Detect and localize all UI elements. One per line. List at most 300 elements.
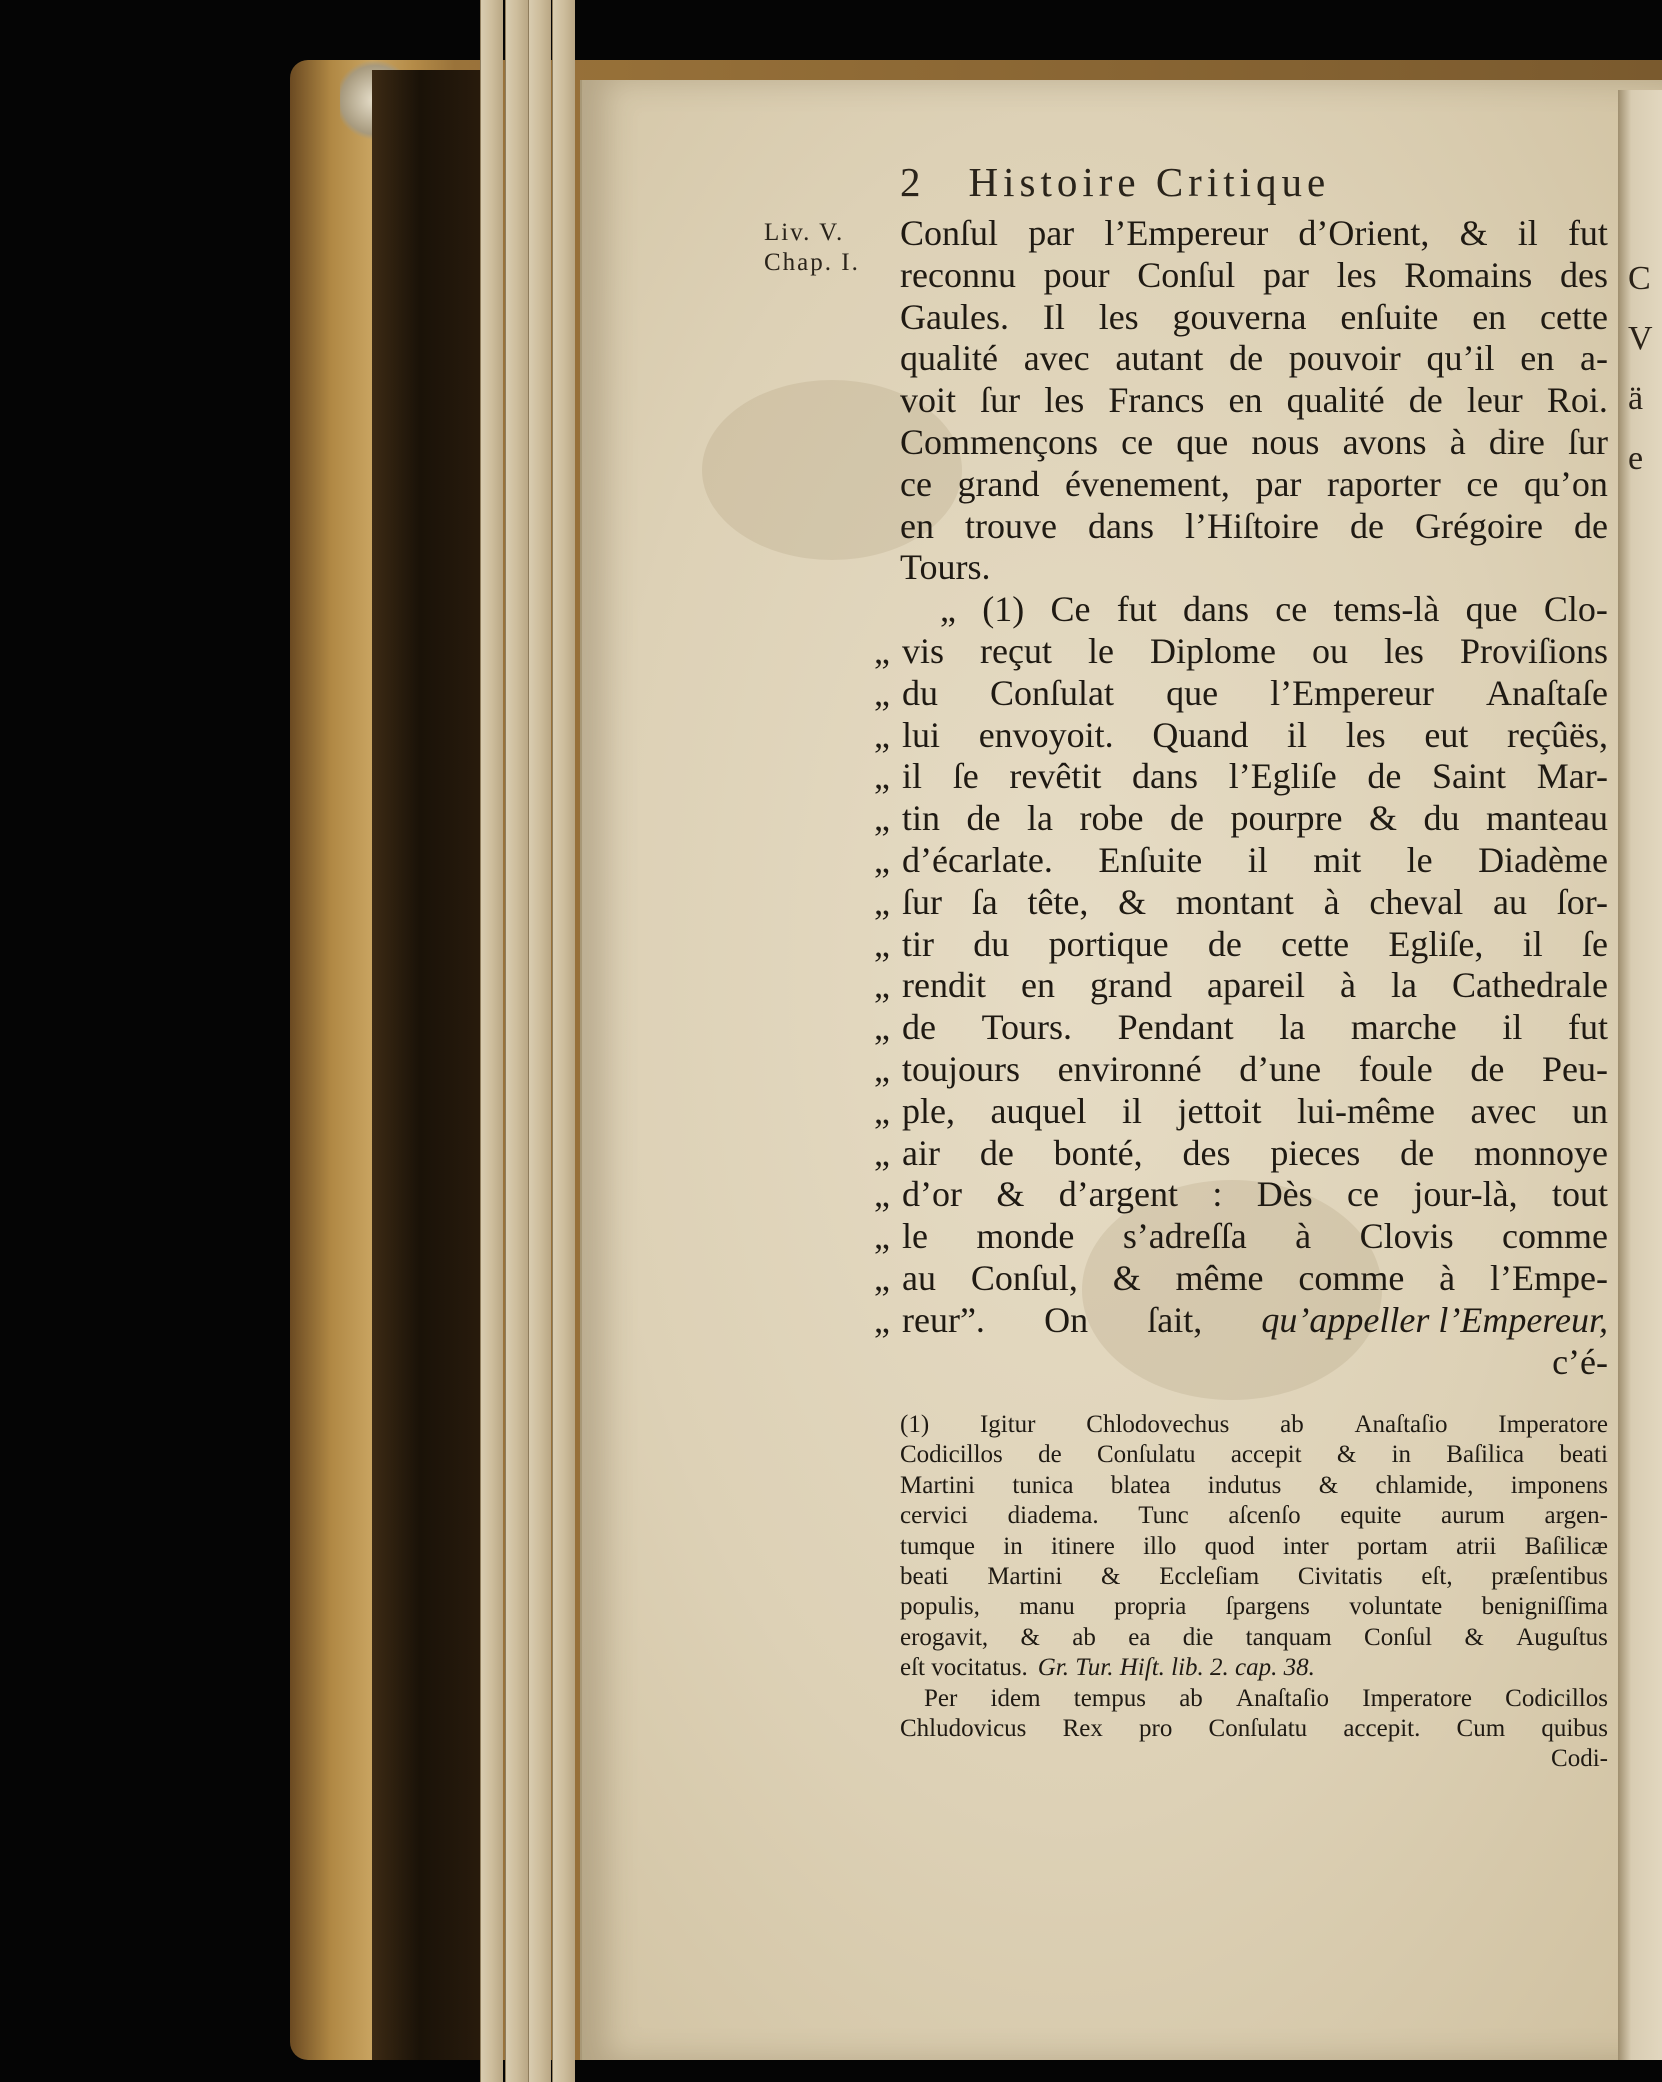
word: les <box>1044 380 1085 421</box>
italic-phrase: qu’appeller l’Empereur, <box>1261 1299 1608 1340</box>
word: benigniſſima <box>1481 1593 1608 1621</box>
word: par <box>1255 463 1302 504</box>
next-page-glyph: ä <box>1628 380 1644 417</box>
text-line <box>900 589 1608 631</box>
text-line <box>900 506 1608 548</box>
quote-mark: „ <box>874 1048 890 1089</box>
word: : <box>1212 1174 1223 1215</box>
word: Anaſtaſio <box>1354 1411 1448 1438</box>
word: pieces <box>1270 1132 1361 1173</box>
word: autant <box>1115 338 1204 379</box>
word: il <box>1517 213 1538 253</box>
word: accepit <box>1230 1441 1302 1469</box>
text-line: Tours. <box>900 547 991 588</box>
word: les <box>1383 630 1424 671</box>
word: Pendant <box>1117 1007 1234 1048</box>
word: ce <box>900 463 932 504</box>
word: accepit. <box>1343 1714 1421 1742</box>
word: d’écarlate. <box>902 839 1053 880</box>
word: comme <box>1298 1257 1405 1298</box>
word: les <box>1098 296 1139 337</box>
word: tempus <box>1073 1684 1146 1712</box>
word: de <box>1470 1048 1505 1089</box>
word: le <box>1087 630 1114 671</box>
word: Peu- <box>1541 1048 1608 1089</box>
word: les <box>1345 714 1386 755</box>
word: Clovis <box>1359 1216 1454 1257</box>
word: ce <box>1347 1174 1379 1215</box>
word: tin <box>902 798 941 839</box>
word: Diplome <box>1149 630 1276 671</box>
footnote-line <box>900 1592 1608 1622</box>
line-text <box>902 1133 1608 1175</box>
word: environné <box>1057 1048 1202 1089</box>
quote-mark: „ <box>874 714 890 755</box>
quote-mark: „ <box>874 1174 890 1215</box>
word: à <box>1340 965 1356 1006</box>
word: argen- <box>1544 1502 1608 1530</box>
word: monde <box>976 1216 1075 1257</box>
quoted-line <box>862 924 1608 966</box>
source-citation: Gr. Tur. Hiſt. lib. 2. cap. 38. <box>1037 1654 1315 1682</box>
word: d’or <box>902 1174 962 1215</box>
word: Codicillos <box>900 1441 1003 1469</box>
quote-mark: „ <box>874 1216 890 1257</box>
quoted-line <box>862 756 1608 798</box>
word: tête, <box>1027 881 1089 922</box>
running-title: Histoire Critique <box>968 159 1331 205</box>
word: en <box>1228 380 1263 421</box>
word: itinere <box>1050 1532 1115 1560</box>
word: portique <box>1048 923 1169 964</box>
word: Codicillos <box>1505 1684 1608 1712</box>
word: à <box>1323 881 1340 922</box>
word: au <box>1493 881 1527 922</box>
word: enſuite <box>1340 296 1439 337</box>
word: grand <box>957 463 1040 504</box>
word: de <box>1573 505 1608 546</box>
word: voit <box>900 380 957 421</box>
word: Chlodovechus <box>1086 1411 1230 1438</box>
quote-mark: „ <box>874 672 890 713</box>
word: ſe <box>952 756 979 797</box>
word: quod <box>1204 1532 1255 1560</box>
word: monnoye <box>1473 1132 1608 1173</box>
word: Chludovicus <box>900 1714 1027 1742</box>
word: ſur <box>980 380 1021 421</box>
word: quibus <box>1541 1714 1608 1742</box>
word: qualité <box>1286 380 1385 421</box>
word: idem <box>990 1684 1041 1712</box>
word: Baſilicæ <box>1524 1532 1608 1560</box>
word: trouve <box>965 505 1057 546</box>
word: la <box>1027 798 1054 839</box>
text-line <box>900 255 1608 297</box>
word: de <box>1400 1132 1435 1173</box>
footnote-line <box>900 1532 1608 1562</box>
next-page-glyph: V <box>1628 320 1653 357</box>
word: Conſulatu <box>1208 1714 1308 1742</box>
word: d’argent <box>1058 1174 1178 1215</box>
word: Proviſions <box>1459 630 1608 671</box>
quoted-line <box>862 715 1608 757</box>
quote-mark: „ <box>874 881 890 922</box>
word: & <box>1459 213 1488 253</box>
line-text <box>902 840 1608 882</box>
word: à <box>1449 421 1466 462</box>
word: reconnu <box>900 254 1016 295</box>
next-page-glyph: C <box>1628 260 1651 297</box>
word: du <box>1423 798 1460 839</box>
quoted-line <box>862 1133 1608 1175</box>
word: d’une <box>1239 1048 1322 1089</box>
line-text <box>902 798 1608 840</box>
word: ſait, <box>1147 1299 1203 1340</box>
word: Egliſe, <box>1388 923 1484 964</box>
word: il <box>1121 1090 1142 1131</box>
word: in <box>1391 1441 1412 1469</box>
word: Baſilica <box>1446 1441 1525 1469</box>
line-text <box>902 631 1608 673</box>
word: de <box>1367 756 1402 797</box>
word: évenement, <box>1065 463 1230 504</box>
word: fut <box>1567 1007 1608 1048</box>
footnote-text: eſt vocitatus. <box>900 1654 1028 1682</box>
word: Quand <box>1152 714 1249 755</box>
word: avec <box>1023 338 1090 379</box>
word: du <box>973 923 1010 964</box>
footnote-line <box>900 1410 1608 1440</box>
word: robe <box>1079 798 1144 839</box>
quote-mark: „ <box>874 1007 890 1048</box>
word: raporter <box>1326 463 1441 504</box>
word: & <box>1118 881 1147 922</box>
word: pro <box>1139 1714 1173 1742</box>
word: propria <box>1114 1593 1187 1621</box>
footnote-line <box>900 1501 1608 1531</box>
word: avons <box>1342 421 1427 462</box>
line-text <box>902 1300 1608 1342</box>
word: d’Orient, <box>1298 213 1430 253</box>
word: en <box>1472 296 1507 337</box>
word: Anaſtaſe <box>1486 672 1608 713</box>
word: revêtit <box>1009 756 1102 797</box>
line-text <box>902 673 1608 715</box>
word: l’Empereur <box>1270 672 1434 713</box>
quote-mark: „ <box>874 756 890 797</box>
word: & <box>1020 1623 1040 1651</box>
quoted-line <box>862 631 1608 673</box>
quoted-line <box>862 1007 1608 1049</box>
line-text <box>902 1007 1608 1049</box>
word: atrii <box>1456 1532 1497 1560</box>
word: gouverna <box>1172 296 1307 337</box>
word: il <box>902 756 923 797</box>
word: le <box>1406 839 1433 880</box>
word: ou <box>1311 630 1348 671</box>
word: rendit <box>902 965 986 1006</box>
word: Tours. <box>981 1007 1073 1048</box>
word: il <box>1287 714 1308 755</box>
word: reçut <box>980 630 1052 671</box>
word: & <box>1101 1562 1121 1590</box>
word: qu’il <box>1426 338 1495 379</box>
margin-note <box>764 218 860 278</box>
word: dire <box>1488 421 1545 462</box>
word: leur <box>1466 380 1523 421</box>
word: voluntate <box>1349 1593 1443 1621</box>
word: cervici <box>900 1502 969 1530</box>
quote-mark: „ <box>874 1090 890 1131</box>
word: inter <box>1282 1532 1329 1560</box>
word: Diadème <box>1478 839 1608 880</box>
word: Per <box>924 1684 958 1712</box>
word: de <box>1170 798 1204 839</box>
word: tunica <box>1012 1471 1074 1499</box>
word: avec <box>1470 1090 1537 1131</box>
word: portam <box>1356 1532 1428 1560</box>
word: Enſuite <box>1098 839 1203 880</box>
word: qualité <box>900 338 998 379</box>
word: On <box>1044 1299 1089 1340</box>
word: „ <box>940 589 956 630</box>
word: pour <box>1043 254 1110 295</box>
word: tir <box>902 923 934 964</box>
quoted-line <box>862 1049 1608 1091</box>
word: la <box>1279 1007 1306 1048</box>
quoted-line <box>862 1300 1608 1342</box>
word: Romains <box>1404 254 1533 295</box>
quoted-line <box>862 798 1608 840</box>
word: en <box>1520 338 1555 379</box>
word: des <box>1182 1132 1231 1173</box>
word: Conſul <box>900 213 999 253</box>
word: cette <box>1540 296 1608 337</box>
quote-mark: „ <box>874 798 890 839</box>
quote-mark: „ <box>874 965 890 1006</box>
word: ſpargens <box>1225 1593 1310 1621</box>
word: les <box>1336 254 1377 295</box>
quoted-line <box>862 840 1608 882</box>
word: même <box>1175 1257 1264 1298</box>
footnotes <box>900 1410 1608 1775</box>
footnote-line <box>900 1471 1608 1501</box>
word: ſur <box>902 881 942 922</box>
word: indutus <box>1207 1471 1282 1499</box>
word: beati <box>1559 1441 1608 1469</box>
word: Roi. <box>1546 380 1608 421</box>
word: (1) <box>982 589 1025 630</box>
word: tout <box>1551 1174 1608 1215</box>
word: de <box>1408 380 1443 421</box>
word: grand <box>1090 965 1172 1006</box>
word: qu’on <box>1523 463 1608 504</box>
word: & <box>1112 1257 1141 1298</box>
word: au <box>902 1257 936 1298</box>
word: des <box>1559 254 1608 295</box>
word: ce <box>1466 463 1499 504</box>
word: Grégoire <box>1414 505 1543 546</box>
word: aurum <box>1441 1502 1505 1530</box>
word: l’Hiſtoire <box>1185 505 1319 546</box>
word: Cathedrale <box>1452 965 1608 1006</box>
word: en <box>900 505 934 546</box>
word: cette <box>1281 923 1350 964</box>
word: Gaules. <box>900 296 1009 337</box>
word: de <box>1229 338 1264 379</box>
line-text <box>902 756 1608 798</box>
word: præſentibus <box>1491 1562 1608 1590</box>
word: Rex <box>1062 1714 1103 1742</box>
word: in <box>1003 1532 1023 1560</box>
line-text <box>902 965 1608 1007</box>
footnote-line <box>900 1684 1608 1714</box>
word: s’adreſſa <box>1122 1216 1247 1257</box>
word: dans <box>1132 756 1199 797</box>
running-header <box>900 158 1330 206</box>
word: Imperatore <box>1498 1411 1608 1438</box>
word: tumque <box>900 1532 975 1560</box>
word: mit <box>1313 839 1362 880</box>
word: dans <box>1087 505 1154 546</box>
word: a- <box>1579 338 1608 379</box>
word: un <box>1571 1090 1608 1131</box>
line-text <box>902 1258 1608 1300</box>
word: l’Empereur <box>1104 213 1269 253</box>
word: de <box>1349 505 1384 546</box>
footnote-line <box>900 1562 1608 1592</box>
word: par <box>1028 213 1075 253</box>
margin-chapter: Chap. I. <box>764 249 860 276</box>
word: par <box>1262 254 1309 295</box>
word: tanquam <box>1245 1623 1332 1651</box>
text-line <box>900 422 1608 464</box>
word: la <box>1391 965 1417 1006</box>
word: le <box>902 1216 928 1257</box>
word: l’Egliſe <box>1228 756 1337 797</box>
word: & <box>1336 1441 1357 1469</box>
word: Martini <box>987 1562 1063 1590</box>
word: ſur <box>1568 421 1608 462</box>
word: Cum <box>1456 1714 1506 1742</box>
word: Clo- <box>1543 589 1608 630</box>
footnote-line <box>900 1714 1608 1744</box>
word: Imperatore <box>1362 1684 1472 1712</box>
text-line <box>900 297 1608 339</box>
line-text <box>902 715 1608 757</box>
word: toujours <box>902 1048 1021 1089</box>
quote-mark: „ <box>874 839 890 880</box>
word: ſor- <box>1556 881 1608 922</box>
word: eſt, <box>1421 1562 1453 1590</box>
quoted-line <box>862 965 1608 1007</box>
word: Francs <box>1108 380 1205 421</box>
catchword: c’é- <box>1552 1341 1608 1382</box>
word: air <box>902 1132 940 1173</box>
quoted-line <box>862 1216 1608 1258</box>
word: reçûës, <box>1507 714 1608 755</box>
footnote-reference <box>900 1653 1608 1683</box>
word: comme <box>1502 1216 1608 1257</box>
margin-book: Liv. V. <box>764 219 845 246</box>
word: illo <box>1143 1532 1177 1560</box>
word: Anaſtaſio <box>1236 1684 1330 1712</box>
word: à <box>1439 1257 1456 1298</box>
word: envoyoit. <box>978 714 1114 755</box>
word: Saint <box>1432 756 1507 797</box>
footnote-line <box>900 1440 1608 1470</box>
word: l’Empe- <box>1490 1257 1608 1298</box>
word: pouvoir <box>1288 338 1401 379</box>
word: de <box>902 1007 936 1048</box>
word: Tunc <box>1138 1502 1189 1530</box>
word: Commençons <box>900 421 1098 462</box>
quoted-line <box>862 1258 1608 1300</box>
word: tems-là <box>1333 589 1440 630</box>
line-text <box>902 882 1608 924</box>
word: vis <box>902 630 945 671</box>
word: fut <box>1116 589 1157 630</box>
word: il <box>1522 923 1543 964</box>
word: ple, <box>902 1090 955 1131</box>
word: ea <box>1128 1623 1151 1651</box>
quote-mark: „ <box>874 923 890 964</box>
word: ce <box>1275 589 1308 630</box>
word: foule <box>1358 1048 1433 1089</box>
word: jettoit <box>1177 1090 1262 1131</box>
word: beati <box>900 1562 949 1590</box>
word: (1) <box>900 1411 930 1438</box>
word: nous <box>1251 421 1320 462</box>
text-line <box>900 338 1608 380</box>
word: que <box>1166 672 1219 713</box>
word: Conſulatu <box>1096 1441 1196 1469</box>
word: Eccleſiam <box>1159 1562 1260 1590</box>
quoted-line <box>862 1091 1608 1133</box>
word: Auguſtus <box>1516 1623 1608 1651</box>
word: apareil <box>1207 965 1305 1006</box>
word: cheval <box>1369 881 1464 922</box>
word: populis, <box>900 1593 980 1621</box>
word: de <box>979 1132 1014 1173</box>
word: ce <box>1121 421 1154 462</box>
word: & <box>1369 798 1398 839</box>
word: Conſul <box>1364 1623 1433 1651</box>
word: Conſul, <box>970 1257 1078 1298</box>
word: chlamide, <box>1375 1471 1474 1499</box>
word: & <box>1318 1471 1339 1499</box>
page-number: 2 <box>900 159 921 205</box>
word: imponens <box>1510 1471 1608 1499</box>
word: manteau <box>1486 798 1608 839</box>
next-page-glyph: e <box>1628 440 1644 477</box>
word: que <box>1465 589 1518 630</box>
word: lui-même <box>1297 1090 1435 1131</box>
text-line <box>900 464 1608 506</box>
body-text <box>874 213 1608 1383</box>
word: reur”. <box>902 1299 985 1340</box>
word: en <box>1021 965 1055 1006</box>
word: diadema. <box>1007 1502 1099 1530</box>
word: Conſul <box>1137 254 1236 295</box>
word: bonté, <box>1053 1132 1143 1173</box>
word: ſe <box>1582 923 1608 964</box>
word: Igitur <box>979 1411 1036 1438</box>
word: ab <box>1280 1411 1304 1438</box>
word: lui <box>902 714 941 755</box>
word: ab <box>1179 1684 1203 1712</box>
quote-mark: „ <box>874 630 890 671</box>
